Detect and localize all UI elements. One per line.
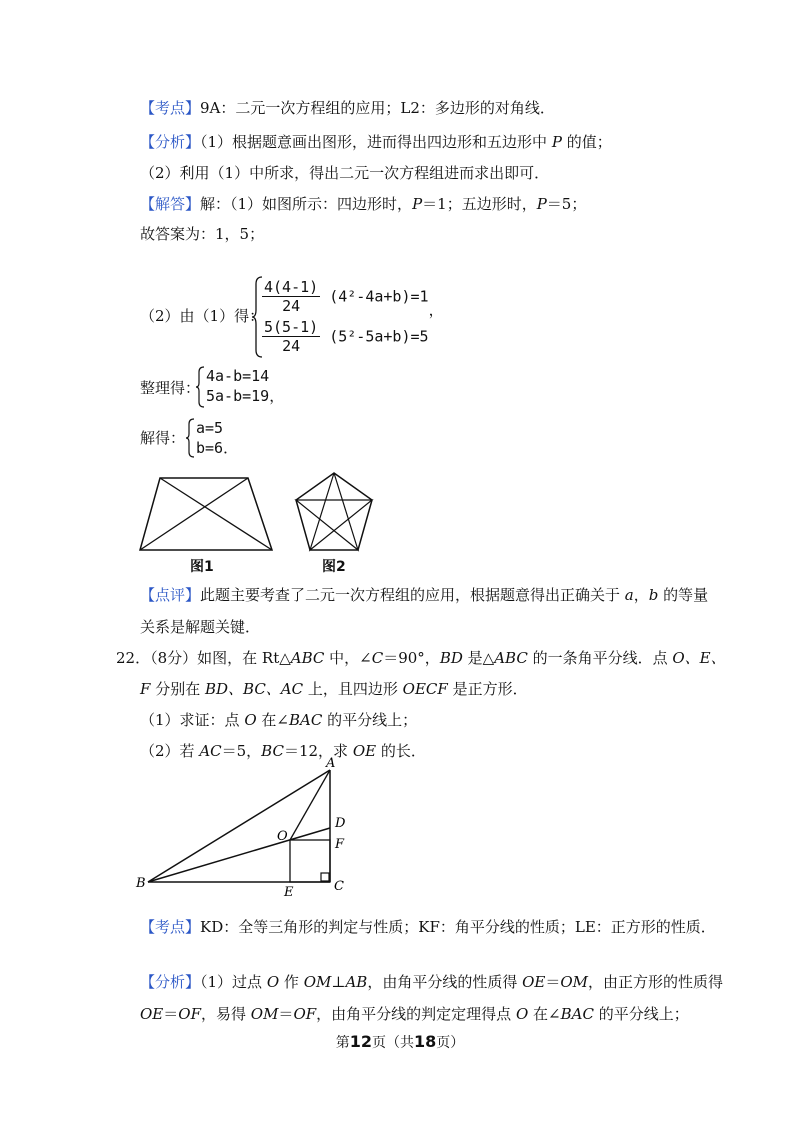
- dianping-text: 此题主要考查了二元一次方程组的应用，根据题意得出正确关于: [200, 586, 625, 604]
- jieda-line-21: [140, 194, 586, 214]
- question-number: 22．: [116, 649, 151, 667]
- q22-text: 是正方形．: [447, 680, 528, 698]
- figure-1-caption: 图1: [190, 559, 214, 575]
- fenxi-text: ＝: [163, 1005, 179, 1023]
- fenxi-text: ＝: [545, 973, 561, 991]
- fenxi-text: ＝: [278, 1005, 294, 1023]
- q22-line-2: [140, 679, 528, 699]
- var-o: O: [266, 973, 280, 991]
- brace-system-2: [196, 366, 206, 408]
- q22-text: （1）求证：点: [140, 711, 245, 729]
- equation-rest: (5²-5a+b)=5: [329, 327, 429, 346]
- var-p: P: [551, 133, 562, 151]
- label-b: B: [136, 876, 146, 891]
- var-oef: O、E、: [672, 649, 726, 667]
- solve-text: 解得：: [140, 429, 186, 447]
- simplified-eq-1: 4a-b=14: [206, 367, 270, 385]
- q22-line-1: [116, 648, 726, 668]
- q22-text: （2）若: [140, 742, 200, 760]
- q22-text: 在∠: [256, 711, 289, 729]
- solution-a: a=5: [196, 419, 224, 437]
- q22-text: 的一条角平分线．点: [527, 649, 673, 667]
- q22-text: ＝12，求: [283, 742, 353, 760]
- var-p: P: [536, 195, 547, 213]
- triangle-figure: [130, 756, 360, 898]
- period: ．: [223, 439, 239, 457]
- fenxi-text: 作: [279, 973, 304, 991]
- answer-line: [140, 224, 264, 244]
- footer-text: 第: [335, 1035, 350, 1051]
- var-of: OF: [178, 1005, 201, 1023]
- dianping-text: 关系是解题关键．: [140, 618, 261, 636]
- footer-text: 页）: [436, 1035, 465, 1051]
- q22-text: ＝5，: [221, 742, 262, 760]
- fenxi-text: 的平分线上；: [593, 1005, 689, 1023]
- fraction-numerator: 5(5-1): [264, 318, 319, 336]
- q22-text: 的平分线上；: [322, 711, 418, 729]
- fenxi-line-22-1: [140, 972, 723, 992]
- jieda-text: 解：（1）如图所示：四边形时，: [200, 195, 413, 213]
- footer-text: 页（共: [372, 1035, 414, 1051]
- comma: ，: [269, 387, 285, 405]
- fraction-denominator: 24: [282, 297, 301, 315]
- var-a: a: [624, 586, 634, 604]
- q22-part-1: [140, 710, 417, 730]
- var-c: C: [371, 649, 384, 667]
- var-f: F: [140, 680, 151, 698]
- equation-2: [262, 318, 429, 355]
- var-ab: AB: [345, 973, 368, 991]
- page-footer: [0, 1032, 800, 1052]
- page-total: 18: [414, 1032, 437, 1051]
- q22-text: 中，∠: [324, 649, 372, 667]
- label-d: D: [335, 816, 346, 831]
- var-ac: AC: [199, 742, 222, 760]
- kaodian-tag: 【考点】: [140, 99, 201, 117]
- var-om: OM: [250, 1005, 279, 1023]
- label-o: O: [277, 829, 288, 844]
- comma: ，: [428, 301, 444, 319]
- fenxi-text: ，易得: [200, 1005, 251, 1023]
- kaodian-text: 9A：二元一次方程组的应用；L2：多边形的对角线．: [200, 99, 555, 117]
- var-o: O: [244, 711, 257, 729]
- var-oe: OE: [140, 1005, 164, 1023]
- var-om: OM: [303, 973, 332, 991]
- part2-prefix: [140, 306, 264, 326]
- var-oe: OE: [522, 973, 546, 991]
- var-of: OF: [293, 1005, 317, 1023]
- label-c: C: [334, 879, 344, 894]
- fenxi-text: ，由正方形的性质得: [588, 973, 724, 991]
- var-o: O: [515, 1005, 529, 1023]
- kaodian-line-22: [140, 917, 716, 937]
- var-om: OM: [560, 973, 589, 991]
- var-oecf: OECF: [402, 680, 448, 698]
- fenxi-line-22-2: [140, 1004, 689, 1024]
- label-e: E: [284, 885, 294, 898]
- jieda-text: ＝5；: [546, 195, 587, 213]
- page-number: 12: [349, 1032, 372, 1051]
- fenxi-tag: 【分析】: [140, 973, 201, 991]
- var-bc: BC: [261, 742, 284, 760]
- q22-text: （8分）如图，在 Rt△: [150, 649, 291, 667]
- simplify-prefix: [140, 378, 200, 398]
- fenxi-text: （1）根据题意画出图形，进而得出四边形和五边形中: [200, 133, 552, 151]
- part2-text: （2）由（1）得：: [140, 307, 265, 325]
- fenxi-tag: 【分析】: [140, 133, 201, 151]
- fenxi-text: ⊥: [331, 973, 346, 991]
- var-bac: BAC: [560, 1005, 594, 1023]
- jieda-text: ＝1；五边形时，: [422, 195, 537, 213]
- q22-text: ＝90°，: [383, 649, 440, 667]
- var-bd: BD: [439, 649, 463, 667]
- dianping-text: 的等量: [658, 586, 709, 604]
- var-oe: OE: [352, 742, 377, 760]
- dianping-tag: 【点评】: [140, 586, 201, 604]
- q22-text: 上，且四边形: [303, 680, 403, 698]
- label-f: F: [335, 837, 345, 852]
- fraction-2: [262, 318, 320, 355]
- var-bd-bc-ac: BD、BC、AC: [204, 680, 304, 698]
- equation-rest: (4²-4a+b)=1: [329, 287, 429, 306]
- var-b: b: [648, 586, 659, 604]
- dianping-text: ，: [633, 586, 649, 604]
- fenxi-line-21-1: [140, 132, 612, 152]
- fraction-1: [262, 278, 320, 315]
- figure-2-pentagon: [292, 470, 376, 554]
- fenxi-text: （1）过点: [200, 973, 267, 991]
- dianping-line-1: [140, 585, 708, 605]
- figure-2-caption: 图2: [322, 559, 346, 575]
- q22-text: 分别在: [150, 680, 205, 698]
- fenxi-text: ，由角平分线的性质得: [367, 973, 523, 991]
- kaodian-tag: 【考点】: [140, 918, 201, 936]
- q22-text: 是△: [462, 649, 495, 667]
- fenxi-text: 的值；: [561, 133, 612, 151]
- kaodian-text: KD：全等三角形的判定与性质；KF：角平分线的性质；LE：正方形的性质．: [200, 918, 716, 936]
- var-abc: ABC: [290, 649, 325, 667]
- fenxi-line-21-2: [140, 163, 549, 183]
- figure-1-trapezoid: [138, 474, 274, 554]
- fenxi-text: 在∠: [528, 1005, 561, 1023]
- solve-prefix: [140, 428, 185, 448]
- fenxi-text: ，由角平分线的判定定理得点: [316, 1005, 516, 1023]
- kaodian-line-21: [140, 98, 555, 118]
- label-a: A: [326, 756, 336, 771]
- q22-text: 的长．: [376, 742, 426, 760]
- simplify-text: 整理得：: [140, 379, 201, 397]
- fraction-numerator: 4(4-1): [264, 278, 319, 296]
- solution-b: b=6: [196, 439, 224, 457]
- fenxi-text: （2）利用（1）中所求，得出二元一次方程组进而求出即可．: [140, 164, 550, 182]
- solution-system: [196, 418, 238, 458]
- answer-text: 故答案为：1，5；: [140, 225, 265, 243]
- simplified-system: [206, 366, 284, 406]
- var-bac: BAC: [288, 711, 323, 729]
- var-p: P: [412, 195, 423, 213]
- var-abc: ABC: [494, 649, 528, 667]
- equation-1: [262, 278, 444, 320]
- brace-system-3: [186, 418, 196, 458]
- dianping-line-2: [140, 617, 260, 637]
- simplified-eq-2: 5a-b=19: [206, 387, 270, 405]
- jieda-tag: 【解答】: [140, 195, 201, 213]
- fraction-denominator: 24: [282, 337, 301, 355]
